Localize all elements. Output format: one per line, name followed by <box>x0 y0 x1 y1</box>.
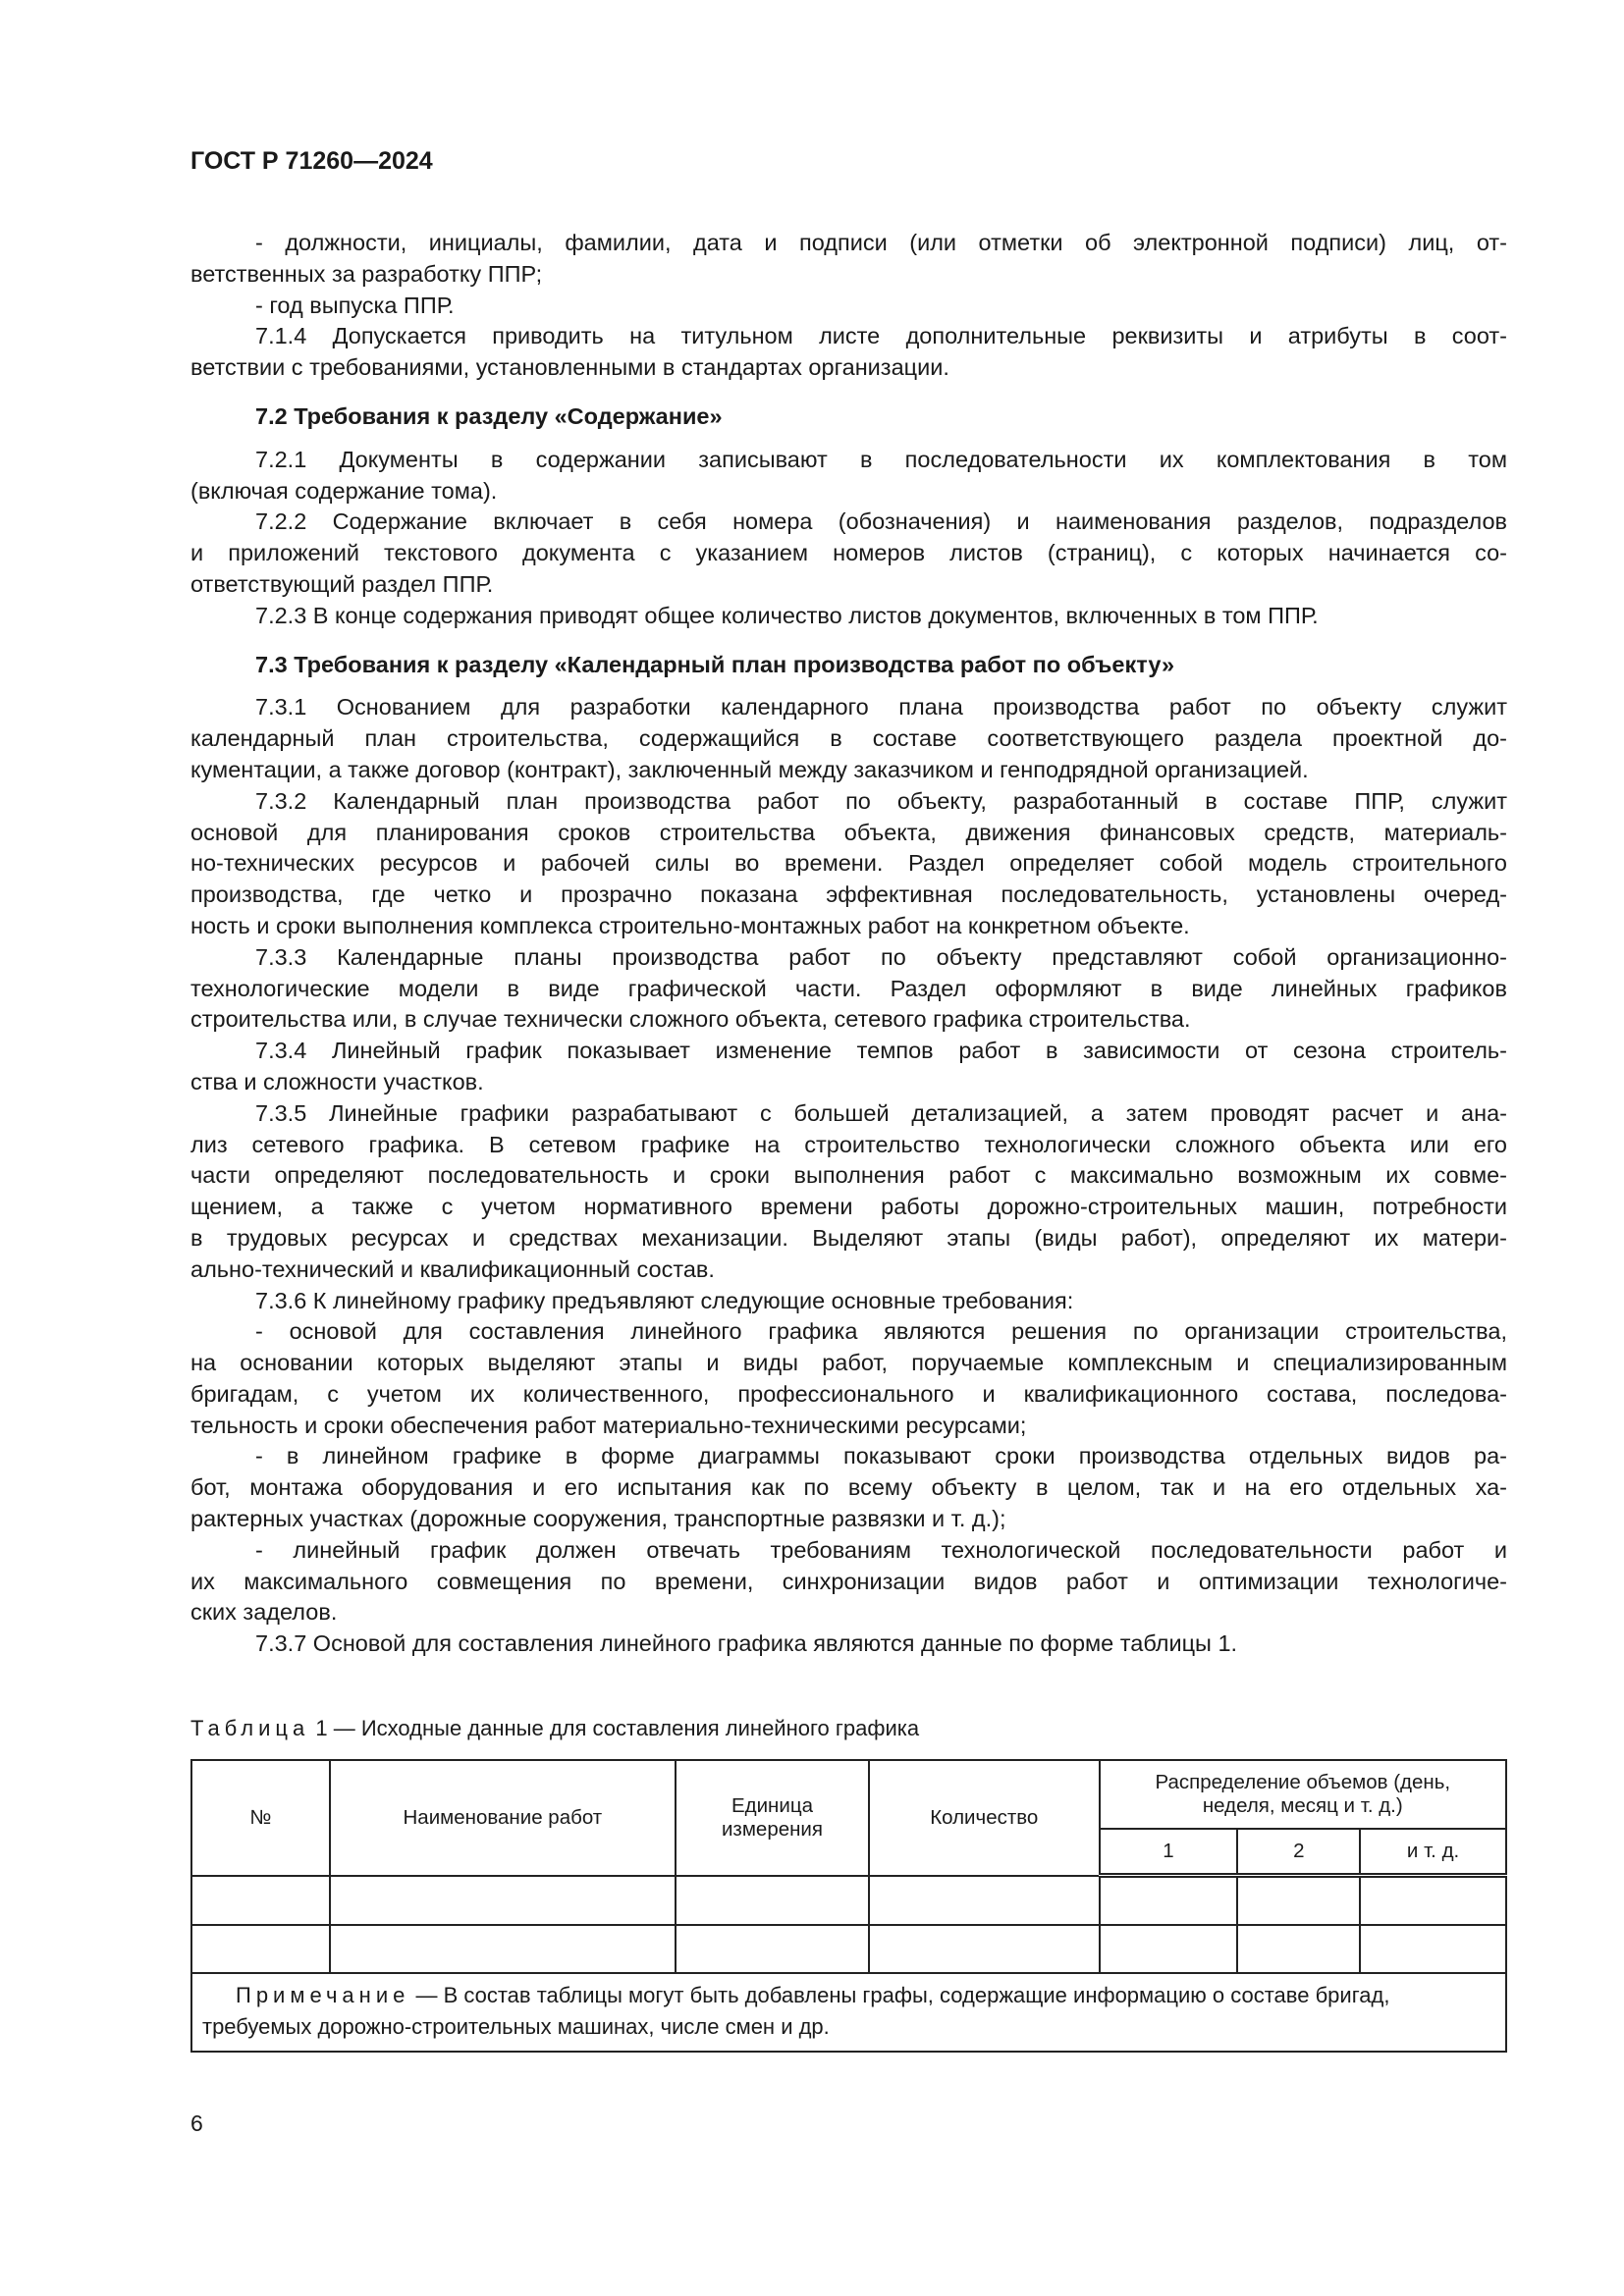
table-note-label: Примечание <box>236 1983 410 2007</box>
text-line: - год выпуска ППР. <box>255 292 455 318</box>
text-line: ветственных за разработку ППР; <box>190 260 543 287</box>
text-line: 7.3.6 К линейному графику предъявляют следующие основные требования: <box>255 1287 1074 1313</box>
table-row <box>191 1925 1506 1973</box>
header-period-etc: и т. д. <box>1360 1829 1506 1876</box>
text-line: бригадам, с учетом их количественного, профессионального и квалификационного состава, последова- <box>190 1380 1507 1407</box>
table-note-text: — В состав таблицы могут быть добавлены графы, содержащие информацию о составе бригад, требуемых дорожно-строительных машинах, числе смен и др. <box>202 1983 1390 2039</box>
paragraph <box>190 445 1507 507</box>
text-line: производства, где четко и прозрачно показана эффективная последовательность, установлены очеред- <box>190 881 1507 908</box>
text-line: календарный план строительства, содержащийся в составе соответствующего раздела проектной до- <box>190 725 1507 752</box>
paragraph <box>190 1441 1507 1534</box>
header-unit: Единица измерения <box>676 1760 869 1876</box>
page-number: 6 <box>190 2110 203 2136</box>
header-work-name: Наименование работ <box>330 1760 676 1876</box>
paragraph <box>190 291 1507 322</box>
text-line: - основой для составления линейного графика являются решения по организации строительства, <box>255 1318 1507 1345</box>
header-period-1: 1 <box>1100 1829 1238 1876</box>
text-line: ально-технический и квалификационный состав. <box>190 1255 715 1282</box>
text-line: - должности, инициалы, фамилии, дата и подписи (или отметки об электронной подписи) лиц, от- <box>255 230 1507 255</box>
table-caption-label: Таблица <box>190 1716 310 1740</box>
paragraph <box>190 321 1507 384</box>
paragraph <box>190 1286 1507 1317</box>
text-line: ность и сроки выполнения комплекса строительно-монтажных работ на конкретном объекте. <box>190 912 1190 938</box>
text-line: - линейный график должен отвечать требованиям технологической последовательности работ и <box>255 1536 1507 1563</box>
paragraph <box>190 1629 1507 1660</box>
text-line: бот, монтажа оборудования и его испытания как по всему объекту в целом, так и на его отдельных ха- <box>190 1474 1507 1501</box>
text-line: тельность и сроки обеспечения работ материально-техническими ресурсами; <box>190 1412 1027 1438</box>
table-caption <box>190 1716 919 1741</box>
paragraph <box>190 692 1507 785</box>
paragraph <box>190 942 1507 1036</box>
paragraph <box>190 507 1507 600</box>
text-line: (включая содержание тома). <box>190 477 498 504</box>
table-row <box>191 1876 1506 1926</box>
text-line: ответствующий раздел ППР. <box>190 570 494 597</box>
text-line: строительства или, в случае технически сложного объекта, сетевого графика строительства. <box>190 1006 1191 1033</box>
text-line: но-технических ресурсов и рабочей силы во времени. Раздел определяет собой модель строительного <box>190 850 1507 877</box>
paragraph <box>190 1316 1507 1441</box>
text-line: 7.3.5 Линейные графики разрабатывают с большей детализацией, а затем проводят расчет и ана- <box>255 1099 1507 1126</box>
text-line: 7.2.2 Содержание включает в себя номера (обозначения) и наименования разделов, подразделов <box>255 508 1507 535</box>
header-period-2: 2 <box>1237 1829 1360 1876</box>
table-note <box>191 1973 1506 2052</box>
text-line: части определяют последовательность и сроки выполнения работ с максимально возможным их совме- <box>190 1162 1507 1189</box>
text-line: их максимального совмещения по времени, синхронизации видов работ и оптимизации технологиче- <box>190 1568 1507 1594</box>
text-line: и приложений текстового документа с указанием номеров листов (страниц), с которых начинается со- <box>190 540 1507 566</box>
text-line: 7.3.1 Основанием для разработки календарного плана производства работ по объекту служит <box>255 694 1507 721</box>
text-line: 7.2.1 Документы в содержании записывают в последовательности их комплектования в том <box>255 446 1507 472</box>
document-header: ГОСТ Р 71260—2024 <box>190 147 433 175</box>
header-quantity: Количество <box>869 1760 1100 1876</box>
text-line: кументации, а также договор (контракт), заключенный между заказчиком и генподрядной организацией. <box>190 756 1309 782</box>
table-caption-text: 1 — Исходные данные для составления линейного графика <box>309 1716 920 1740</box>
text-line: 7.3.7 Основой для составления линейного графика являются данные по форме таблицы 1. <box>255 1630 1238 1657</box>
text-line: 7.3.4 Линейный график показывает изменение темпов работ в зависимости от сезона строитель- <box>255 1038 1507 1064</box>
section-heading: 7.2 Требования к разделу «Содержание» <box>255 402 723 429</box>
document-body <box>190 228 1507 1660</box>
section-heading: 7.3 Требования к разделу «Календарный план производства работ по объекту» <box>255 651 1175 677</box>
text-line: рактерных участках (дорожные сооружения, транспортные развязки и т. д.); <box>190 1506 1006 1532</box>
paragraph <box>190 228 1507 291</box>
paragraph <box>190 786 1507 942</box>
header-number: № <box>191 1760 330 1876</box>
paragraph <box>190 1036 1507 1098</box>
text-line: 7.3.3 Календарные планы производства работ по объекту представляют собой организационно- <box>255 943 1507 970</box>
text-line: ветствии с требованиями, установленными в стандартах организации. <box>190 354 949 381</box>
text-line: ства и сложности участков. <box>190 1068 484 1095</box>
text-line: ских заделов. <box>190 1599 338 1626</box>
text-line: на основании которых выделяют этапы и виды работ, поручаемые комплексным и специализированным <box>190 1350 1507 1376</box>
text-line: 7.3.2 Календарный план производства работ по объекту, разработанный в составе ППР, служит <box>255 787 1507 814</box>
text-line: в трудовых ресурсах и средствах механизации. Выделяют этапы (виды работ), определяют их матери- <box>190 1224 1507 1251</box>
header-distribution: Распределение объемов (день, неделя, месяц и т. д.) <box>1100 1760 1506 1829</box>
text-line: щением, а также с учетом нормативного времени работы дорожно-строительных машин, потребности <box>190 1194 1507 1220</box>
paragraph <box>190 1098 1507 1286</box>
text-line: лиз сетевого графика. В сетевом графике на строительство технологически сложного объекта или его <box>190 1131 1507 1157</box>
paragraph <box>190 601 1507 632</box>
text-line: 7.2.3 В конце содержания приводят общее количество листов документов, включенных в том ППР. <box>255 602 1319 628</box>
paragraph <box>190 1535 1507 1629</box>
text-line: 7.1.4 Допускается приводить на титульном листе дополнительные реквизиты и атрибуты в соот- <box>255 323 1507 349</box>
text-line: технологические модели в виде графической части. Раздел оформляют в виде линейных графиков <box>190 975 1507 1001</box>
text-line: основой для планирования сроков строительства объекта, движения финансовых средств, материаль- <box>190 819 1507 845</box>
source-data-table <box>190 1759 1507 2053</box>
text-line: - в линейном графике в форме диаграммы показывают сроки производства отдельных видов ра- <box>255 1443 1507 1469</box>
